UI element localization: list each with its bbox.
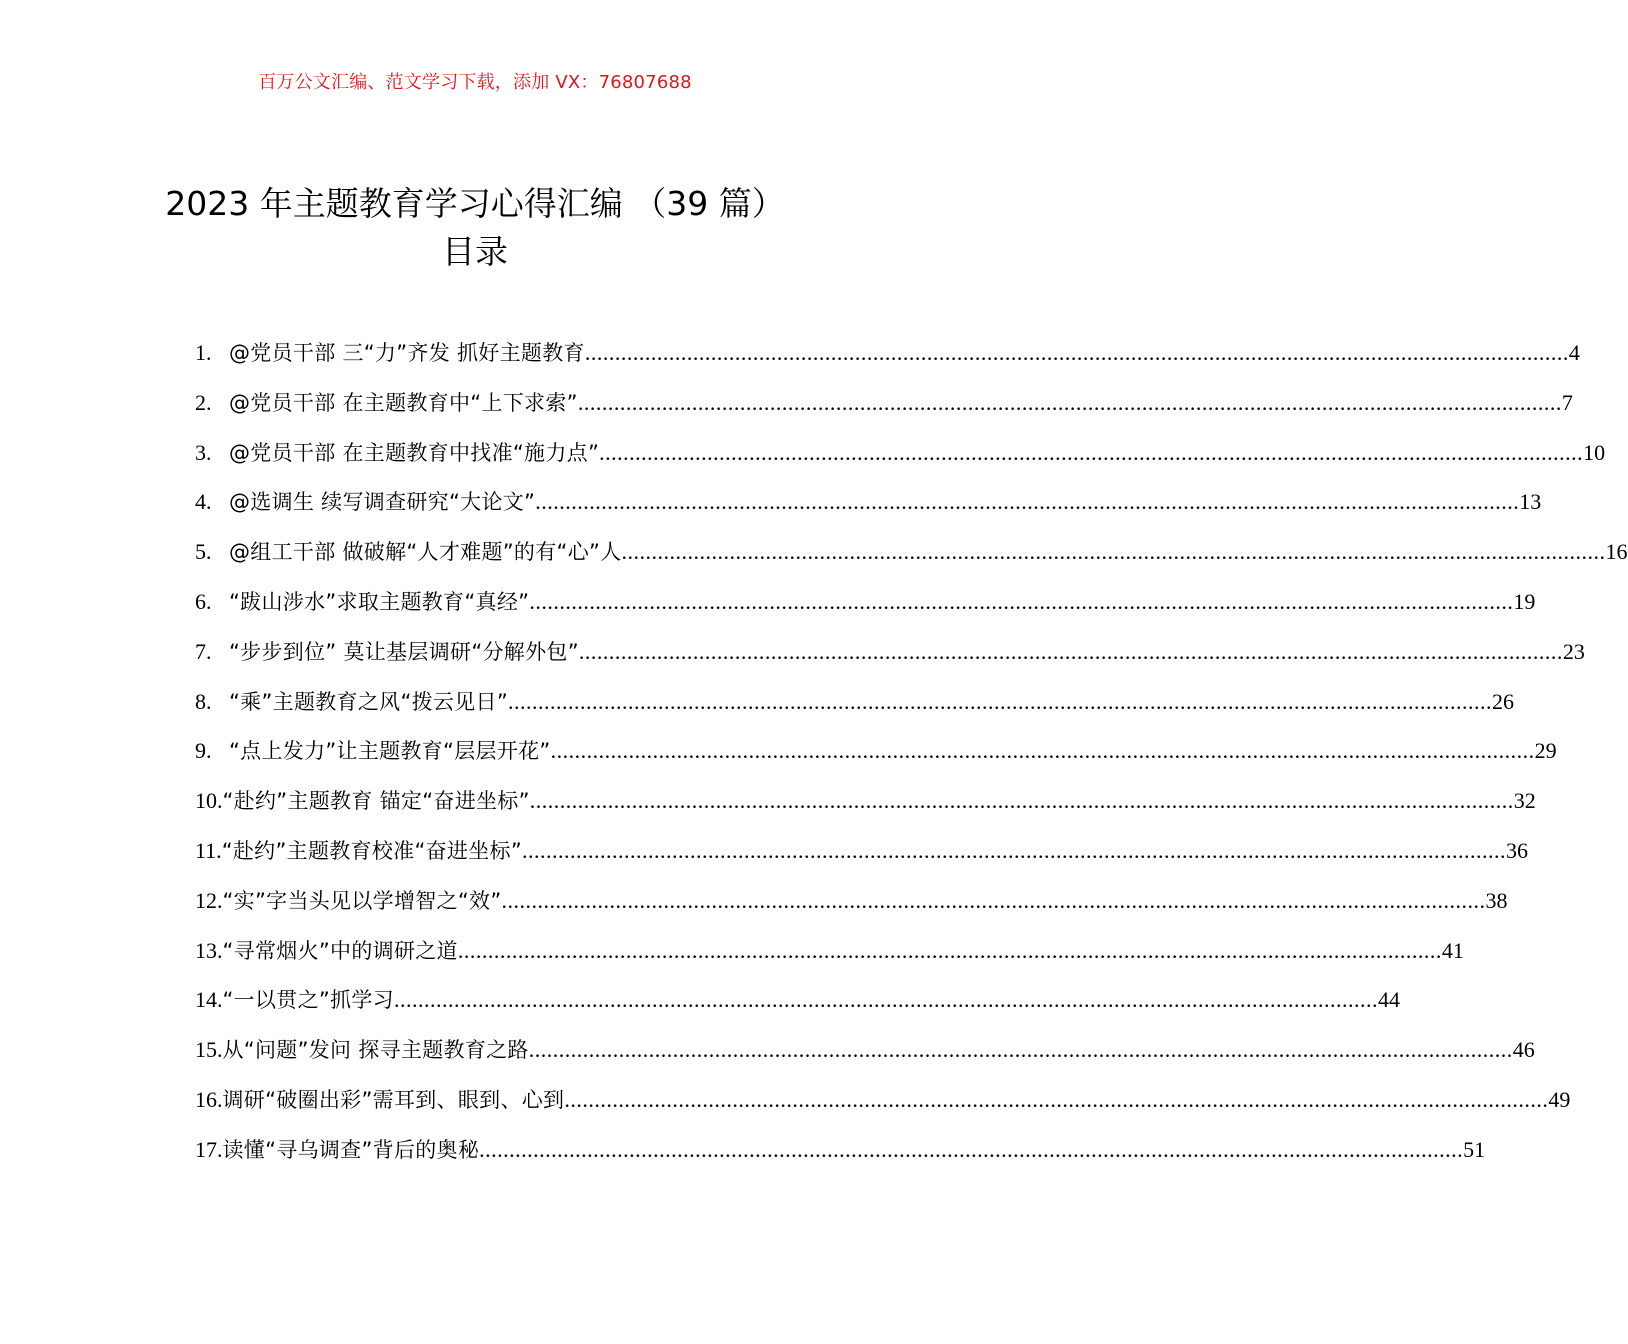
- toc-entry[interactable]: [195, 1130, 1486, 1180]
- toc-entry-title: 读懂“寻乌调查”背后的奥秘: [222, 1137, 480, 1162]
- toc-heading: 目录: [442, 232, 508, 271]
- toc-entry-number: 9.: [195, 738, 212, 764]
- toc-leader-dots: [579, 632, 1563, 672]
- toc-entry-title: 调研“破圈出彩”需耳到、眼到、心到: [222, 1087, 565, 1112]
- toc-entry-page: 44: [1377, 987, 1400, 1013]
- toc-entry-title: “步步到位” 莫让基层调研“分解外包”: [229, 639, 579, 664]
- document-title: 2023 年主题教育学习心得汇编 （39 篇）: [165, 184, 785, 223]
- toc-entry-title: “寻常烟火”中的调研之道: [222, 938, 458, 963]
- toc-entry[interactable]: [195, 383, 1573, 433]
- toc-entry-page: 10: [1583, 439, 1606, 465]
- toc-leader-dots: [564, 1080, 1548, 1120]
- toc-entry-number: 12.: [195, 887, 223, 913]
- toc-entry-number: 14.: [195, 987, 223, 1013]
- toc-entry-title: “一以贯之”抓学习: [222, 988, 394, 1013]
- toc-entry[interactable]: [195, 931, 1464, 981]
- toc-entry-number: 5.: [195, 539, 212, 565]
- toc-leader-dots: [622, 532, 1606, 572]
- toc-entry[interactable]: [195, 582, 1536, 632]
- toc-entry-page: 41: [1441, 937, 1464, 963]
- toc-entry-page: 38: [1485, 887, 1508, 913]
- toc-entry-page: 4: [1568, 340, 1580, 365]
- toc-entry-page: 13: [1519, 489, 1542, 515]
- toc-entry[interactable]: [195, 781, 1536, 831]
- toc-entry-title: @党员干部 在主题教育中“上下求索”: [229, 390, 578, 415]
- toc-entry[interactable]: [195, 632, 1585, 682]
- toc-entry-title: @组工干部 做破解“人才难题”的有“心”人: [229, 540, 622, 565]
- toc-entry-number: 15.: [195, 1037, 223, 1063]
- toc-leader-dots: [394, 980, 1378, 1020]
- toc-entry-page: 26: [1492, 688, 1515, 714]
- toc-entry[interactable]: [195, 831, 1529, 881]
- header-note: 百万公文汇编、范文学习下载，添加 VX：76807688: [258, 72, 692, 93]
- toc-leader-dots: [529, 582, 1513, 622]
- toc-entry[interactable]: [195, 980, 1400, 1030]
- toc-entry-title: @选调生 续写调查研究“大论文”: [229, 490, 536, 515]
- toc-entry[interactable]: [195, 482, 1542, 532]
- toc-entry-title: “乘”主题教育之风“拨云见日”: [229, 689, 509, 714]
- toc-entry[interactable]: [195, 532, 1628, 582]
- toc-leader-dots: [508, 682, 1492, 722]
- toc-entry-page: 32: [1513, 788, 1536, 814]
- toc-leader-dots: [551, 731, 1535, 771]
- toc-entry[interactable]: [195, 1030, 1535, 1080]
- toc-leader-dots: [530, 781, 1514, 821]
- toc-entry-number: 4.: [195, 489, 212, 515]
- table-of-contents: [195, 333, 1628, 1180]
- toc-entry-page: 23: [1562, 638, 1585, 664]
- toc-entry-title: “赴约”主题教育校准“奋进坐标”: [221, 838, 523, 863]
- toc-entry-page: 51: [1463, 1136, 1486, 1162]
- toc-entry[interactable]: [195, 682, 1515, 732]
- toc-entry-page: 7: [1561, 389, 1573, 415]
- toc-entry-title: @党员干部 在主题教育中找准“施力点”: [229, 440, 600, 465]
- toc-leader-dots: [535, 482, 1519, 522]
- toc-entry-number: 7.: [195, 638, 212, 664]
- toc-entry-title: “实”字当头见以学增智之“效”: [222, 888, 502, 913]
- toc-entry-number: 13.: [195, 937, 223, 963]
- toc-leader-dots: [522, 831, 1506, 871]
- toc-entry-page: 19: [1513, 588, 1536, 614]
- toc-entry-number: 8.: [195, 688, 212, 714]
- toc-entry-number: 2.: [195, 389, 212, 415]
- toc-leader-dots: [585, 333, 1569, 373]
- toc-entry-number: 11.: [195, 837, 222, 863]
- toc-leader-dots: [578, 383, 1562, 423]
- toc-entry-title: “点上发力”让主题教育“层层开花”: [229, 739, 551, 764]
- toc-leader-dots: [458, 931, 1442, 971]
- toc-entry[interactable]: [195, 881, 1508, 931]
- toc-entry-page: 36: [1506, 837, 1529, 863]
- toc-entry-number: 17.: [195, 1136, 223, 1162]
- toc-entry[interactable]: [195, 1080, 1571, 1130]
- toc-entry-number: 6.: [195, 588, 212, 614]
- toc-entry-title: @党员干部 三“力”齐发 抓好主题教育: [229, 341, 585, 365]
- toc-entry-number: 16.: [195, 1086, 223, 1112]
- toc-entry-number: 1.: [195, 340, 212, 365]
- toc-leader-dots: [502, 881, 1486, 921]
- toc-entry-number: 3.: [195, 439, 212, 465]
- toc-entry-page: 49: [1548, 1086, 1571, 1112]
- toc-entry-page: 46: [1512, 1037, 1535, 1063]
- toc-entry[interactable]: [195, 433, 1606, 483]
- toc-entry-title: “赴约”主题教育 锚定“奋进坐标”: [222, 789, 530, 814]
- toc-entry[interactable]: [195, 731, 1557, 781]
- toc-entry-number: 10.: [195, 788, 223, 814]
- toc-leader-dots: [599, 433, 1583, 473]
- toc-entry-page: 29: [1534, 738, 1557, 764]
- toc-leader-dots: [479, 1130, 1463, 1170]
- toc-entry[interactable]: [195, 333, 1580, 383]
- toc-entry-page: 16: [1605, 539, 1628, 565]
- toc-leader-dots: [529, 1030, 1513, 1070]
- toc-entry-title: 从“问题”发问 探寻主题教育之路: [222, 1038, 529, 1063]
- toc-entry-title: “跋山涉水”求取主题教育“真经”: [229, 589, 530, 614]
